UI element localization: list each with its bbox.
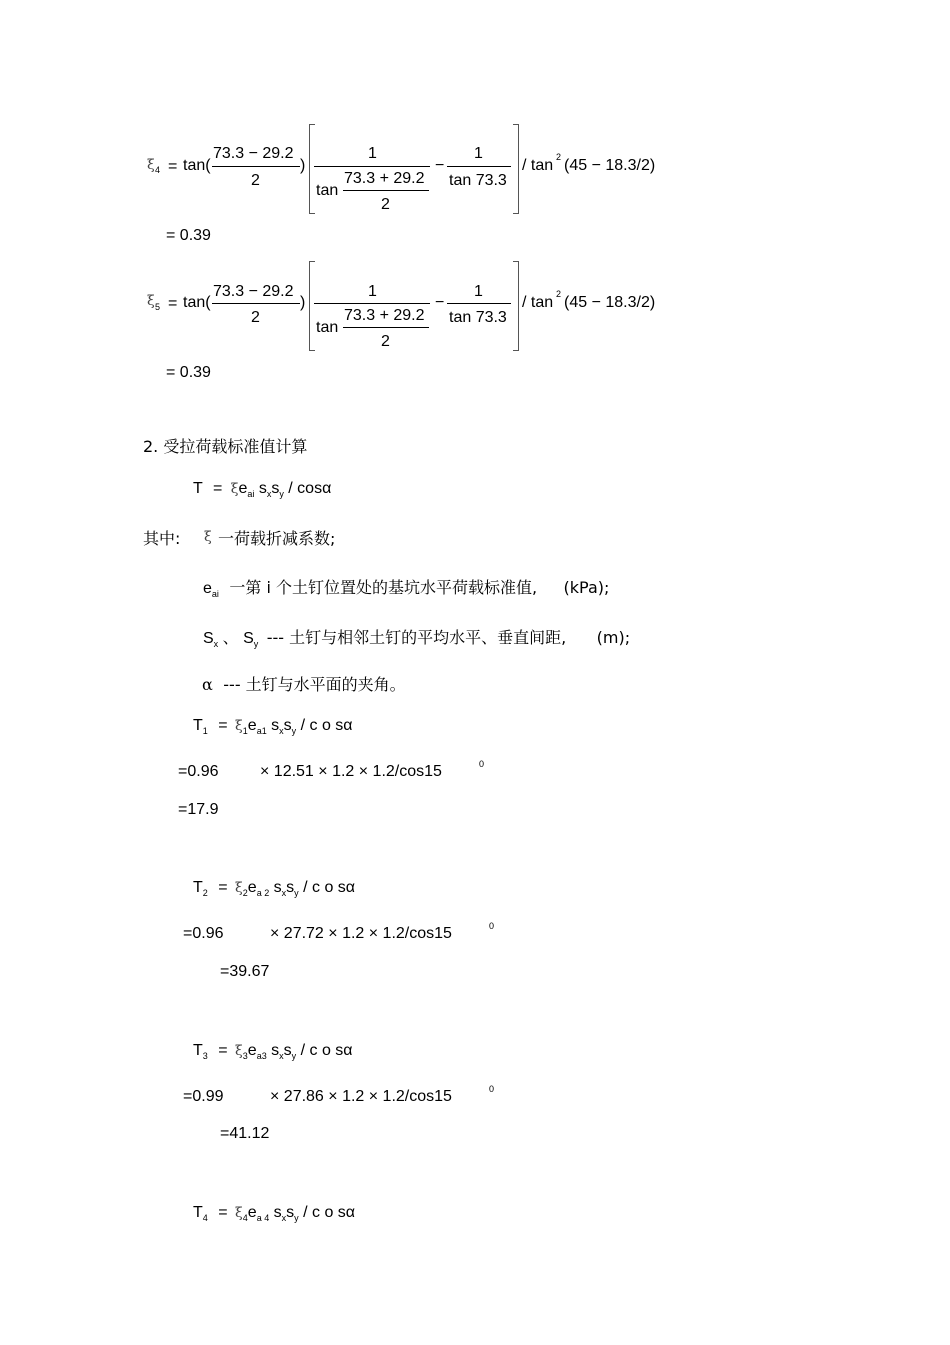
T-subscript: 1	[202, 726, 208, 736]
degree-mark: 0	[479, 759, 485, 769]
e-subscript: ai	[211, 589, 219, 599]
S-symbol: S	[203, 630, 214, 647]
tan-label: tan	[316, 319, 339, 336]
tan-open: tan(	[183, 294, 211, 311]
s-symbol: s	[286, 1204, 295, 1221]
xi-subscript: 2	[242, 888, 248, 898]
unit-kpa: (kPa);	[563, 578, 610, 597]
def-s	[203, 630, 630, 647]
degree-mark: 0	[489, 921, 495, 931]
T-symbol: T	[193, 1042, 203, 1059]
S-subscript: y	[253, 639, 259, 649]
xi-subscript: 4	[155, 165, 161, 175]
close-paren: )	[300, 157, 306, 174]
equals-sign: =	[168, 158, 178, 175]
inner-numerator: 73.3 + 29.2	[344, 307, 425, 324]
alpha-symbol: α	[343, 717, 353, 734]
big-fraction-bar	[314, 166, 430, 167]
result-xi4: = 0.39	[166, 227, 211, 244]
T-subscript: 3	[202, 1051, 208, 1061]
s-symbol: s	[271, 480, 280, 497]
inner-denominator: 2	[381, 333, 390, 350]
fraction-bar	[212, 303, 300, 304]
formula-T4	[193, 1205, 355, 1221]
fraction3-denominator: tan 73.3	[449, 309, 507, 326]
def-alpha-text: --- 土钉与水平面的夹角。	[223, 675, 406, 694]
e-symbol: e	[247, 1204, 257, 1221]
big-fraction-numerator: 1	[368, 145, 377, 162]
left-bracket	[309, 261, 315, 351]
tail-argument: (45 − 18.3/2)	[564, 294, 656, 311]
e-subscript: a3	[256, 1051, 267, 1061]
where-label: 其中:	[143, 529, 181, 548]
result-xi5: = 0.39	[166, 364, 211, 381]
T2-result: =39.67	[220, 963, 270, 980]
xi-subscript: 3	[242, 1051, 248, 1061]
s-subscript: x	[281, 1213, 287, 1223]
equals-sign: =	[212, 480, 223, 497]
xi-symbol: ξ	[235, 718, 243, 734]
e-symbol: e	[203, 580, 212, 597]
xi-symbol: ξ	[235, 1205, 243, 1221]
right-bracket	[513, 124, 519, 214]
superscript: 2	[556, 152, 562, 162]
s-symbol: s	[271, 1042, 280, 1059]
equals-sign: =	[218, 1042, 228, 1059]
s-subscript: x	[279, 726, 284, 736]
s-subscript: x	[266, 489, 272, 499]
equals-sign: =	[218, 717, 228, 734]
cos-text: / c o s	[300, 1042, 344, 1059]
s-subscript: y	[279, 489, 284, 499]
inner-fraction-bar	[343, 327, 429, 328]
xi-symbol: ξ	[204, 529, 212, 545]
fraction3-numerator: 1	[474, 145, 483, 162]
T-symbol: T	[193, 879, 203, 896]
minus-sign: −	[435, 157, 445, 174]
alpha-symbol: α	[345, 1204, 356, 1221]
superscript: 2	[556, 289, 562, 299]
cos-alpha: / cosα	[288, 480, 332, 497]
xi-subscript: 5	[155, 302, 161, 312]
e-subscript: ai	[247, 489, 255, 499]
xi-symbol: ξ	[230, 481, 239, 497]
fraction3-bar	[447, 166, 511, 167]
s-subscript: y	[294, 1213, 299, 1223]
s-subscript: y	[291, 1051, 297, 1061]
equals-sign: =	[168, 295, 178, 312]
fraction-numerator: 73.3 − 29.2	[213, 145, 294, 162]
e-subscript: a 2	[256, 888, 270, 898]
tan-open: tan(	[183, 157, 211, 174]
xi-symbol: ξ	[147, 157, 155, 173]
xi-subscript: 4	[242, 1213, 248, 1223]
s-subscript: x	[281, 888, 287, 898]
def-alpha	[202, 677, 406, 694]
formula-T2	[193, 880, 355, 896]
fraction-numerator: 73.3 − 29.2	[213, 283, 294, 300]
section-heading: 2. 受拉荷载标准值计算	[143, 437, 308, 456]
T3-factor: =0.99	[183, 1088, 224, 1105]
s-subscript: y	[294, 888, 299, 898]
s-symbol: s	[283, 717, 292, 734]
T2-product: × 27.72 × 1.2 × 1.2/cos15	[270, 925, 452, 942]
T1-result: =17.9	[178, 801, 219, 818]
left-bracket	[309, 124, 315, 214]
right-bracket	[513, 261, 519, 351]
S-subscript: x	[213, 639, 219, 649]
inner-numerator: 73.3 + 29.2	[344, 170, 425, 187]
xi-subscript: 1	[242, 726, 248, 736]
T3-result: =41.12	[220, 1125, 270, 1142]
T-symbol: T	[193, 1204, 203, 1221]
cos-text: / c o s	[300, 717, 344, 734]
s-subscript: x	[279, 1051, 284, 1061]
e-subscript: a 4	[256, 1213, 270, 1223]
fraction-denominator: 2	[251, 172, 260, 189]
T-subscript: 2	[202, 888, 208, 898]
e-symbol: e	[247, 717, 257, 734]
s-symbol: s	[258, 480, 267, 497]
tail-argument: (45 − 18.3/2)	[564, 157, 656, 174]
equals-sign: =	[218, 879, 228, 896]
close-paren: )	[300, 294, 306, 311]
tan-squared: / tan	[522, 157, 554, 174]
e-symbol: e	[247, 1042, 257, 1059]
s-symbol: s	[271, 717, 280, 734]
tan-label: tan	[316, 182, 339, 199]
def-e-text: 一第 i 个土钉位置处的基坑水平荷载标准值,	[229, 578, 538, 597]
xi-symbol: ξ	[235, 880, 243, 896]
T-symbol: T	[193, 480, 203, 497]
fraction-bar	[212, 166, 300, 167]
s-symbol: s	[283, 1042, 292, 1059]
minus-sign: −	[435, 294, 445, 311]
formula-T3	[193, 1043, 353, 1059]
formula-T1	[193, 718, 353, 734]
xi-symbol: ξ	[147, 293, 155, 309]
formula-T	[193, 481, 331, 497]
T2-factor: =0.96	[183, 925, 224, 942]
e-subscript: a1	[256, 726, 267, 736]
s-symbol: s	[273, 879, 282, 896]
cos-text: / c o s	[303, 1204, 346, 1221]
xi-symbol: ξ	[235, 1043, 243, 1059]
def-e	[203, 580, 609, 597]
big-fraction-numerator: 1	[368, 283, 377, 300]
separator: 、	[222, 628, 239, 647]
fraction3-denominator: tan 73.3	[449, 172, 507, 189]
tan-squared: / tan	[522, 294, 554, 311]
T1-factor: =0.96	[178, 763, 219, 780]
e-symbol: e	[247, 879, 257, 896]
S-symbol: S	[243, 630, 254, 647]
unit-m: (m);	[596, 628, 631, 647]
T1-product: × 12.51 × 1.2 × 1.2/cos15	[260, 763, 442, 780]
inner-denominator: 2	[381, 196, 390, 213]
T-symbol: T	[193, 717, 203, 734]
cos-text: / c o s	[303, 879, 346, 896]
alpha-symbol: α	[343, 1042, 353, 1059]
def-s-text: --- 土钉与相邻土钉的平均水平、垂直间距,	[266, 628, 567, 647]
alpha-symbol: α	[202, 675, 213, 694]
T3-product: × 27.86 × 1.2 × 1.2/cos15	[270, 1088, 452, 1105]
inner-fraction-bar	[343, 190, 429, 191]
big-fraction-bar	[314, 303, 430, 304]
s-symbol: s	[286, 879, 295, 896]
fraction-denominator: 2	[251, 309, 260, 326]
s-subscript: y	[291, 726, 297, 736]
def-xi-text: 一荷载折减系数;	[218, 529, 336, 548]
alpha-symbol: α	[345, 879, 356, 896]
T-subscript: 4	[202, 1213, 208, 1223]
equals-sign: =	[218, 1204, 228, 1221]
fraction3-bar	[447, 303, 511, 304]
e-symbol: e	[238, 480, 248, 497]
degree-mark: 0	[489, 1084, 495, 1094]
s-symbol: s	[273, 1204, 282, 1221]
fraction3-numerator: 1	[474, 283, 483, 300]
